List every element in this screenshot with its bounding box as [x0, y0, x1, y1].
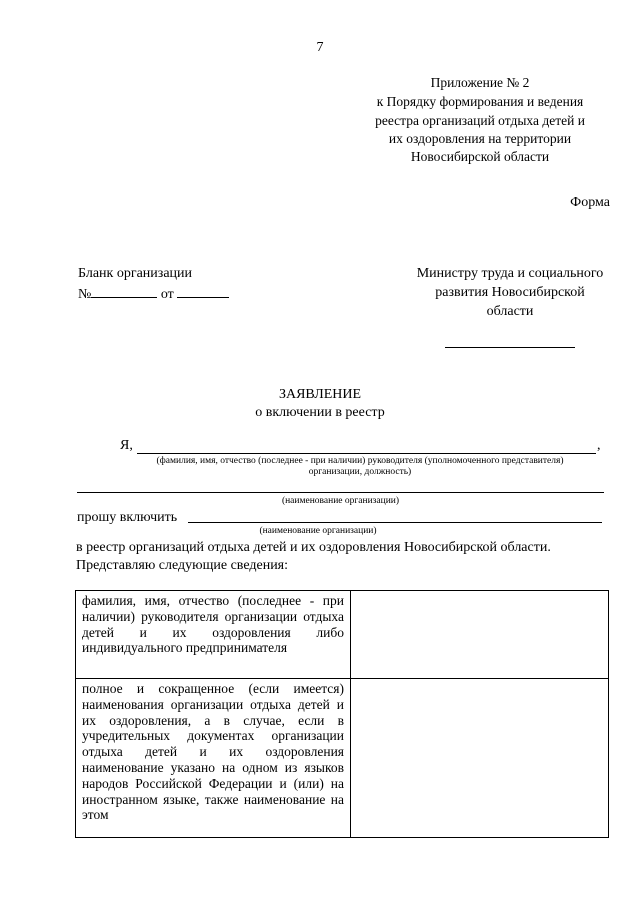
i-comma: , — [597, 438, 601, 453]
organization-letterhead — [78, 264, 229, 304]
letterhead-number-row — [78, 283, 229, 304]
number-sign: № — [78, 287, 92, 302]
number-blank[interactable] — [91, 283, 157, 298]
date-blank[interactable] — [177, 283, 229, 298]
from-label: от — [160, 287, 174, 302]
request-label: прошу включить — [77, 510, 178, 525]
paragraph-line-1: в реестр организаций отдыха детей и их оздоровления Новосибирской области. — [76, 540, 551, 555]
organization-hint: (наименование организации) — [281, 496, 400, 506]
applicant-name-field[interactable] — [137, 437, 596, 454]
appendix-line: реестра организаций отдыха детей и — [375, 113, 585, 128]
addressee-signature-line[interactable] — [445, 347, 575, 348]
cell-text: фамилия, имя, отчество (последнее - при наличии) руководителя организации отдыха детей и их оздоровления либо индивидуального предпринимателя — [82, 593, 344, 656]
form-label: Форма — [570, 195, 610, 210]
applicant-hint-2: организации, должность) — [308, 467, 412, 477]
table-cell-value[interactable] — [351, 591, 609, 679]
i-label: Я, — [120, 438, 133, 453]
information-table — [75, 590, 609, 838]
page-number: 7 — [316, 40, 324, 55]
cell-text: полное и сокращенное (если имеется) наименования организации отдыха детей и их оздоровления, а в случае, если в учредительных документах организации отдыха детей и их оздоровления наименование указано на одном из языков народов Российской Федерации и (или) на иностранном языке, также наименование на этом — [82, 681, 344, 823]
addressee-block — [405, 264, 615, 321]
table-cell-value[interactable] — [351, 679, 609, 838]
letterhead-label: Бланк организации — [78, 266, 193, 281]
table-cell-label — [76, 591, 351, 679]
addressee-line: развития Новосибирской — [435, 285, 585, 300]
request-hint: (наименование организации) — [259, 526, 377, 536]
appendix-line: к Порядку формирования и ведения — [376, 94, 584, 109]
paragraph-line-2: Представляю следующие сведения: — [76, 558, 289, 573]
table-row — [76, 679, 609, 838]
applicant-hint-1: (фамилия, имя, отчество (последнее - при наличии) руководителя (уполномоченного представителя) — [156, 456, 564, 466]
table-row — [76, 591, 609, 679]
addressee-line: Министру труда и социального — [416, 266, 604, 281]
addressee-line: области — [486, 304, 534, 319]
statement-subtitle: о включении в реестр — [255, 405, 385, 420]
appendix-line: Приложение № 2 — [430, 75, 530, 90]
appendix-line: Новосибирской области — [410, 149, 550, 164]
appendix-line: их оздоровления на территории — [388, 131, 572, 146]
organization-name-field[interactable] — [77, 478, 604, 493]
table-cell-label — [76, 679, 351, 838]
statement-title: ЗАЯВЛЕНИЕ — [278, 387, 362, 402]
request-organization-field[interactable] — [188, 508, 602, 523]
